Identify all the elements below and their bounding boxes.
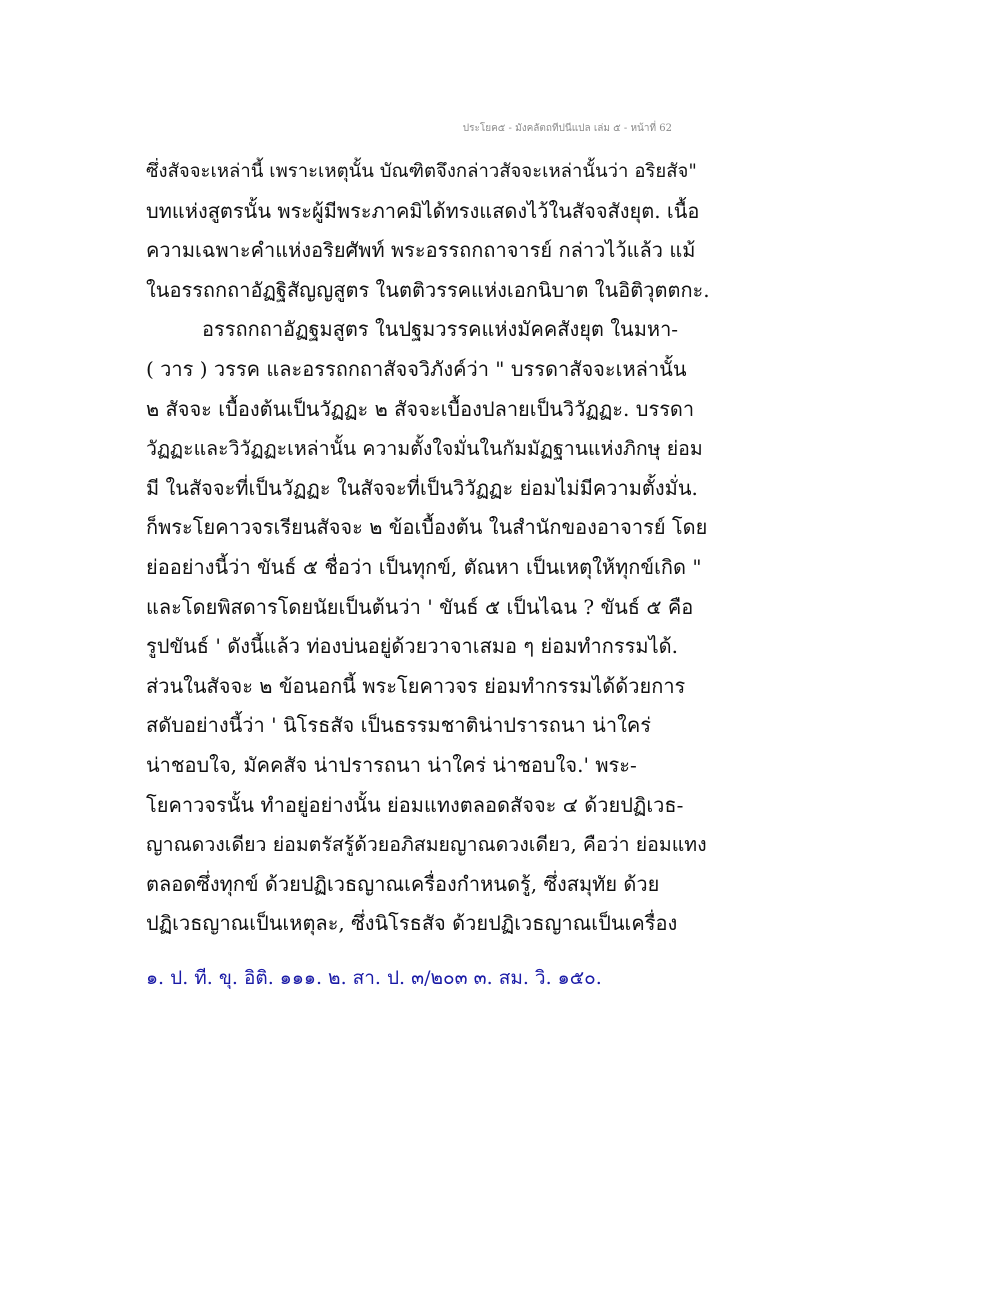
text-line: ในอรรถกถาอัฏฐิสัญญสูตร ในตติวรรคแห่งเอกนิบาต ในอิติวุตตกะ. <box>146 277 710 302</box>
text-line: และโดยพิสดารโดยนัยเป็นต้นว่า ' ขันธ์ ๕ เป็นไฉน ? ขันธ์ ๕ คือ <box>146 594 694 619</box>
text-line: มี ในสัจจะที่เป็นวัฏฏะ ในสัจจะที่เป็นวิวัฏฏะ ย่อมไม่มีความตั้งมั่น. <box>146 475 698 500</box>
text-line: อรรถกถาอัฏฐมสูตร ในปฐมวรรคแห่งมัคคสังยุต ในมหา- <box>202 317 679 342</box>
text-line: ญาณดวงเดียว ย่อมตรัสรู้ด้วยอภิสมยญาณดวงเดียว, คือว่า ย่อมแทง <box>146 833 707 857</box>
body-text <box>146 152 710 944</box>
text-line: บทแห่งสูตรนั้น พระผู้มีพระภาคมิได้ทรงแสดงไว้ในสัจจสังยุต. เนื้อ <box>146 198 700 223</box>
text-line: น่าชอบใจ, มัคคสัจ น่าปรารถนา น่าใคร่ น่าชอบใจ.' พระ- <box>146 752 637 777</box>
text-line: ความเฉพาะคำแห่งอริยศัพท์ พระอรรถกถาจารย์ กล่าวไว้แล้ว แม้ <box>146 238 696 263</box>
text-line: ปฏิเวธญาณเป็นเหตุละ, ซึ่งนิโรธสัจ ด้วยปฏิเวธญาณเป็นเครื่อง <box>146 911 678 936</box>
text-line: ตลอดซึ่งทุกข์ ด้วยปฏิเวธญาณเครื่องกำหนดรู้, ซึ่งสมุทัย ด้วย <box>146 871 660 896</box>
text-line: วัฏฏะและวิวัฏฏะเหล่านั้น ความตั้งใจมั่นในกัมมัฏฐานแห่งภิกษุ ย่อม <box>146 437 703 461</box>
text-line: ( วาร ) วรรค และอรรถกถาสัจจวิภังค์ว่า " บรรดาสัจจะเหล่านั้น <box>146 356 687 381</box>
text-line: ๒ สัจจะ เบื้องต้นเป็นวัฏฏะ ๒ สัจจะเบื้องปลายเป็นวิวัฏฏะ. บรรดา <box>146 396 695 421</box>
text-line: ก็พระโยคาวจรเรียนสัจจะ ๒ ข้อเบื้องต้น ในสำนักของอาจารย์ โดย <box>146 515 708 540</box>
text-line: ย่ออย่างนี้ว่า ขันธ์ ๕ ชื่อว่า เป็นทุกข์, ตัณหา เป็นเหตุให้ทุกข์เกิด " <box>146 554 702 579</box>
running-header: ประโยค๕ - มังคลัตถทีปนีแปล เล่ม ๕ - หน้าที่ 62 <box>462 123 672 134</box>
text-line: ส่วนในสัจจะ ๒ ข้อนอกนี้ พระโยคาวจร ย่อมทำกรรมได้ด้วยการ <box>146 673 686 698</box>
text-line: รูปขันธ์ ' ดังนี้แล้ว ท่องบ่นอยู่ด้วยวาจาเสมอ ๆ ย่อมทำกรรมได้. <box>146 634 678 659</box>
text-line: ซึ่งสัจจะเหล่านี้ เพราะเหตุนั้น บัณฑิตจึงกล่าวสัจจะเหล่านั้นว่า อริยสัจ" <box>146 161 697 182</box>
text-line: โยคาวจรนั้น ทำอยู่อย่างนั้น ย่อมแทงตลอดสัจจะ ๔ ด้วยปฏิเวธ- <box>146 792 684 817</box>
footnotes: ๑. ป. ที. ขุ. อิติ. ๑๑๑. ๒. สา. ป. ๓/๒๐๓ ๓. สม. วิ. ๑๕๐. <box>146 967 602 989</box>
text-line: สดับอย่างนี้ว่า ' นิโรธสัจ เป็นธรรมชาติน่าปรารถนา น่าใคร่ <box>146 713 651 738</box>
